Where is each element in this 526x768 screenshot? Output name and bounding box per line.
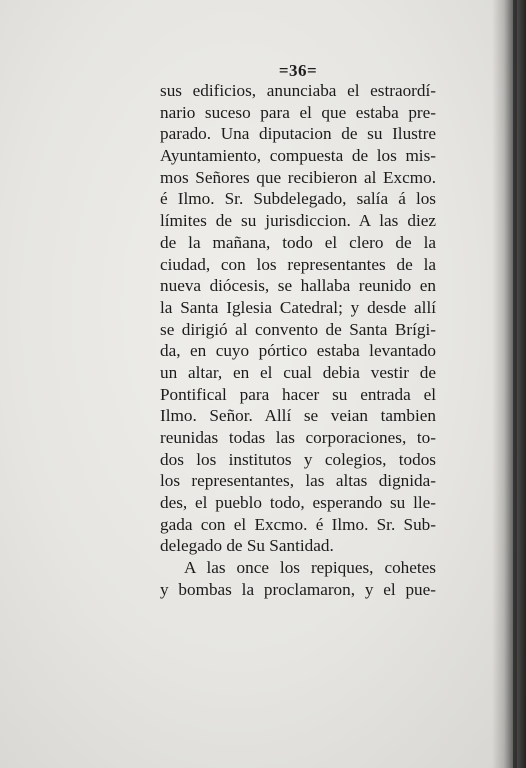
text-line: dos los institutos y colegios, todos	[160, 449, 436, 469]
text-line: delegado de Su Santidad.	[160, 536, 334, 556]
text-line: ciudad, con los representantes de la	[160, 254, 436, 274]
text-line: y bombas la proclamaron, y el pue-	[160, 579, 436, 599]
text-line: Ayuntamiento, compuesta de los mis-	[160, 146, 436, 166]
body-text	[160, 80, 436, 601]
text-line: des, el pueblo todo, esperando su lle-	[160, 493, 436, 513]
text-line: é Ilmo. Sr. Subdelegado, salía á los	[160, 189, 436, 209]
text-line: de la mañana, todo el clero de la	[160, 232, 436, 252]
text-line: sus edificios, anunciaba el estraordí-	[160, 81, 436, 100]
page-number: =36=	[278, 61, 318, 80]
text-line: A las once los repiques, cohetes	[184, 558, 436, 578]
text-line: se dirigió al convento de Santa Brígi-	[160, 319, 436, 339]
text-line: límites de su jurisdiccion. A las diez	[160, 211, 436, 231]
page-edge-shadow	[492, 0, 526, 768]
page-edge-line	[513, 0, 517, 768]
text-line: nario suceso para el que estaba pre-	[160, 102, 436, 122]
text-line: reunidas todas las corporaciones, to-	[160, 428, 436, 447]
text-line: la Santa Iglesia Catedral; y desde allí	[160, 297, 436, 317]
text-line: gada con el Excmo. é Ilmo. Sr. Sub-	[160, 514, 436, 534]
text-line: nueva diócesis, se hallaba reunido en	[160, 276, 436, 296]
text-line: Pontifical para hacer su entrada el	[160, 384, 436, 404]
text-line: parado. Una diputacion de su Ilustre	[160, 124, 436, 144]
text-line: los representantes, las altas dignida-	[160, 471, 436, 491]
text-line: un altar, en el cual debia vestir de	[160, 362, 436, 382]
text-line: Ilmo. Señor. Allí se veian tambien	[160, 406, 436, 426]
text-line: mos Señores que recibieron al Excmo.	[160, 167, 436, 187]
text-line: da, en cuyo pórtico estaba levantado	[160, 341, 436, 361]
